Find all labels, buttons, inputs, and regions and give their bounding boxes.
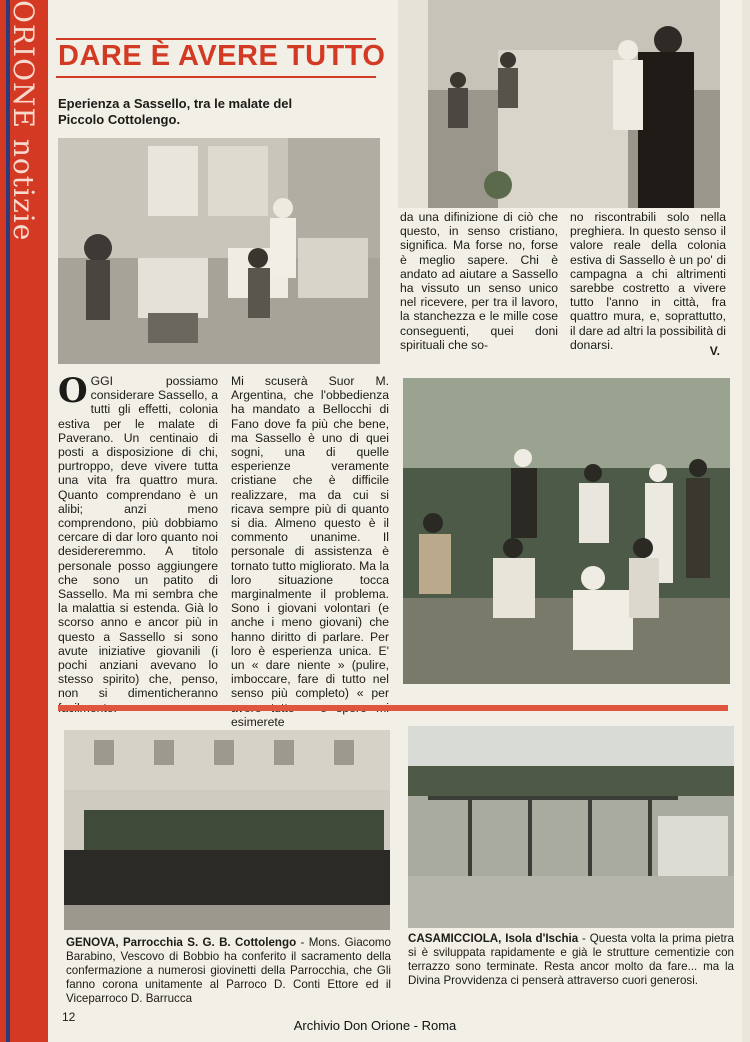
genova-caption	[66, 936, 391, 1006]
genova-group-photo	[64, 730, 390, 930]
magazine-page	[48, 0, 742, 1042]
archive-watermark: Archivio Don Orione - Roma	[293, 1018, 457, 1033]
title-rule-bottom	[56, 76, 376, 78]
article-subtitle: Eperienza a Sassello, tra le malate del Piccolo Cottolengo.	[58, 96, 293, 127]
ward-photo	[58, 138, 380, 364]
title-rule-top	[56, 38, 376, 40]
spine-masthead-text: ORIONE notizie	[7, 0, 40, 242]
article-column-3: da una difinizione di ciò che questo, in senso cristiano, significa. Ma forse no, forse è meglio sapere. Chi è andato ad aiutare a Sassello ha vissuto un senso unico nel ricevere, per tra il lavoro, la stanchezza e le mille cose conseguenti, quei doni spirituali che so-	[400, 210, 558, 352]
section-separator	[58, 705, 728, 711]
casamicciola-caption	[408, 932, 734, 988]
author-signature: V.	[709, 344, 720, 358]
drop-cap: O	[58, 371, 88, 411]
article-column-4: no riscontrabili solo nella preghiera. In questo senso il valore reale della colonia estiva di Sassello è un po' di campagna a chi altrimenti sarebbe costretto a vivere tutto l'anno in città, fra quattro mura, e, soprattutto, il dare ad altri la possibilità di donarsi.	[570, 210, 726, 352]
masthead-spine	[0, 0, 48, 1042]
group-outdoor-photo	[403, 378, 730, 684]
genova-caption-text: - Mons. Giacomo Barabino, Vescovo di Bobbio ha conferito il sacramento della confermazione a numerosi giovinetti della Parrocchia, che Gli fanno corona unitamente al Parroco D. Conti Ettore ed il Viceparroco D. Barrucca	[66, 936, 391, 1005]
article-column-1-text: GGI possiamo considerare Sassello, a tutti gli effetti, colonia estiva per le malate di Paverano. Un centinaio di posti a disposizione di chi, purtroppo, deve vivere tutta una vita fra quattro mura. Quanto comprendano è un alibi; anzi meno comprendono, più dobbiamo cercare di dar loro quanto noi desidereremmo. A titolo personale posso aggiungere che sono un patito di Sassello. Ma mi sembra che la malattia si estenda. Già lo scorso anno e ancor più in questo a Sassello si sono avute iniziative giovanili (i pochi anziani avevano lo stesso spirito) che, penso, non si dimenticheranno	[58, 374, 218, 701]
article-title: DARE È AVERE TUTTO	[58, 40, 386, 72]
article-column-2: Mi scuserà Suor M. Argentina, che l'obbedienza ha mandato a Bellocchi di Fano dove fa più che bene, ma Sassello è uno di quei sogni, una di quelle esperienze veramente cristiane che è difficile realizzare, ma da cui si ricava sempre più di quanto si dia. Almeno questo è il commento unanime. Il personale di assistenza è tornato tutto migliorato. Ma la loro situazione tocca marginalmente il problema. Sono i giovani volontari (e anche i meno giovani) che hanno diritto di parlare. Per loro è esperienza unica. E' un « dare niente » (pulire, imboccare, fare di tutto nel senso più completo) « per esimerete	[231, 374, 389, 729]
page-number: 12	[62, 1010, 76, 1024]
casamicciola-construction-photo	[408, 726, 734, 928]
article-column-1	[58, 371, 218, 715]
casamicciola-caption-place: CASAMICCIOLA, Isola d'Ischia	[408, 932, 579, 945]
chapel-photo	[398, 0, 720, 208]
genova-caption-place: GENOVA, Parrocchia S. G. B. Cottolengo	[66, 936, 297, 949]
casamicciola-caption-text: - Questa volta la prima pietra si è sviluppata rapidamente e già le strutture cementizie con terrazzo sono terminate. Resta ancor molto da fare... ma la Divina Provvidenza ci penserà attraverso cuori generosi.	[408, 932, 734, 987]
